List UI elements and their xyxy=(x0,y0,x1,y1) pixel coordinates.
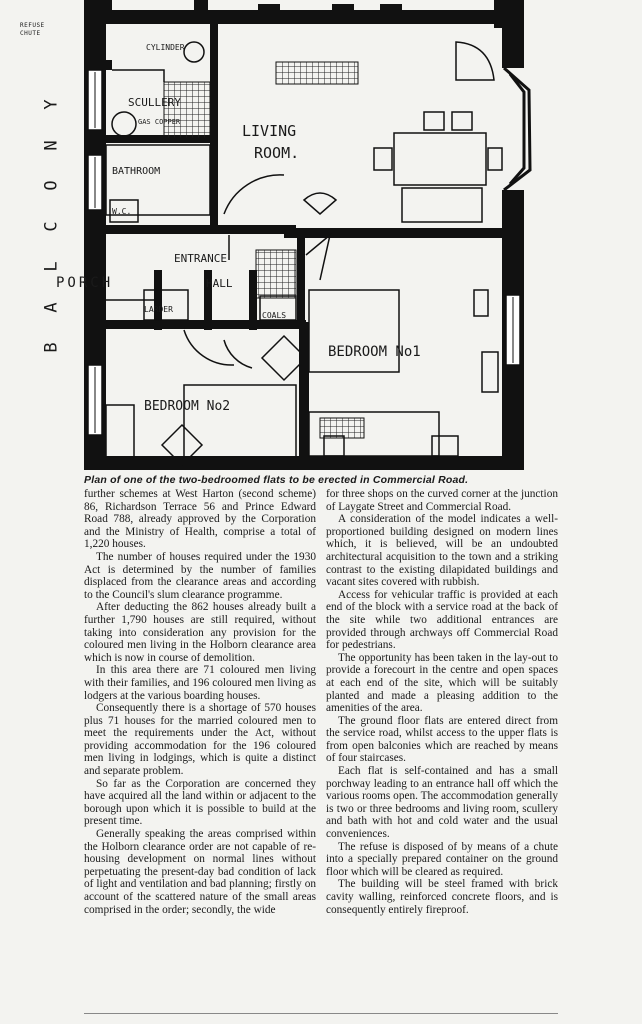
refuse-chute-label: REFUSE CHUTE xyxy=(20,22,45,37)
floor-plan xyxy=(56,0,530,470)
larder-label: LARDER xyxy=(144,305,173,314)
paragraph: So far as the Corporation are concerned they have acquired all the land within or adjacent to the borough upon which it is possible to build at the present time. xyxy=(84,777,316,828)
bedroom-1-label: BEDROOM No1 xyxy=(328,344,421,360)
scullery-label: SCULLERY xyxy=(128,96,181,109)
plan-caption: Plan of one of the two-bedroomed flats to be erected in Commercial Road. xyxy=(84,474,469,486)
article-left-column xyxy=(84,488,316,1018)
coals-label: COALS xyxy=(262,311,287,320)
balcony-letter: C xyxy=(41,218,62,232)
paragraph: After deducting the 862 houses already built a further 1,790 houses are still required, without taking into consideration any provision for the coloured men living in the Holborn clearance area which is now in course of demolition. xyxy=(84,601,316,664)
cylinder-label: CYLINDER xyxy=(146,43,185,52)
balcony-letter: A xyxy=(41,299,62,313)
paragraph: Generally speaking the areas comprised within the Holborn clearance order are not capable of re-housing development on normal lines without perpetuating the present-day bad condition of lack of light and ventilation and bad planning; firstly on account of the scattered nature of the small areas comprised in the order; secondly, the wide xyxy=(84,828,316,916)
paragraph: Each flat is self-contained and has a small porchway leading to an entrance hall off which the various rooms open. The accommodation generally is two or three bedrooms and living room, scullery and bath with hot and cold water and the usual conveniences. xyxy=(326,765,558,841)
article-right-column xyxy=(326,488,558,1018)
balcony-letter: L xyxy=(41,259,62,272)
paragraph: In this area there are 71 coloured men living with their families, and 196 coloured men living as lodgers at the various boarding houses. xyxy=(84,664,316,702)
gas-copper-label: GAS COPPER xyxy=(138,118,181,126)
paragraph: The number of houses required under the 1930 Act is determined by the number of families displaced from the clearance areas and according to the Council's slum clearance programme. xyxy=(84,550,316,601)
article-body xyxy=(84,488,558,1018)
paragraph: A consideration of the model indicates a well-proportioned building designed on modern lines which, it is believed, will be an undoubted architectural acquisition to the town and a striking contrast to the existing dilapidated buildings and vacant sites covered with rubbish. xyxy=(326,513,558,589)
paragraph: The opportunity has been taken in the lay-out to provide a forecourt in the centre and open spaces at each end of the site, which will be suitably planted and made a pleasing addition to the amenities of the area. xyxy=(326,651,558,715)
paragraph: The building will be steel framed with brick cavity walling, reinforced concrete floors, and is consequently entirely fireproof. xyxy=(326,878,558,916)
porch-label: PORCH xyxy=(56,275,114,291)
wc-label: W.C. xyxy=(112,207,132,216)
paragraph: The refuse is disposed of by means of a chute into a specially prepared container on the ground floor which will be cleared as required. xyxy=(326,840,558,878)
paragraph: further schemes at West Harton (second scheme) 86, Richardson Terrace 56 and Prince Edward Road 788, already approved by the Corporation and the Ministry of Health, comprise a total of 1,220 houses. xyxy=(84,488,316,551)
bedroom-2-label: BEDROOM No2 xyxy=(144,399,231,414)
paragraph: Consequently there is a shortage of 570 houses plus 71 houses for the married coloured men to meet the requirements under the Act, without providing accommodation for the 196 coloured men living in lodgings, which is quite a distinct and separate problem. xyxy=(84,702,316,778)
paragraph: Access for vehicular traffic is provided at each end of the block with a service road at the back of the site while two additional entrances are provided through archways off Commercial Road for pedestrians. xyxy=(326,588,558,652)
living-room-label-2: ROOM. xyxy=(254,144,300,162)
balcony-letter: Y xyxy=(41,97,62,110)
balcony-label xyxy=(38,95,66,355)
bottom-rule xyxy=(84,1013,558,1014)
entrance-label: ENTRANCE xyxy=(174,252,227,265)
living-room-label: LIVING xyxy=(242,122,297,140)
hall-label: HALL xyxy=(206,277,233,290)
balcony-letter: N xyxy=(41,137,62,151)
bathroom-label: BATHROOM xyxy=(112,166,161,177)
paragraph: The ground floor flats are entered direct from the service road, whilst access to the upper flats is from open balconies which are reached by means of four staircases. xyxy=(326,714,558,765)
balcony-letter: O xyxy=(41,178,62,191)
paragraph: for three shops on the curved corner at the junction of Laygate Street and Commercial Road. xyxy=(326,488,558,513)
balcony-letter: B xyxy=(41,340,62,353)
